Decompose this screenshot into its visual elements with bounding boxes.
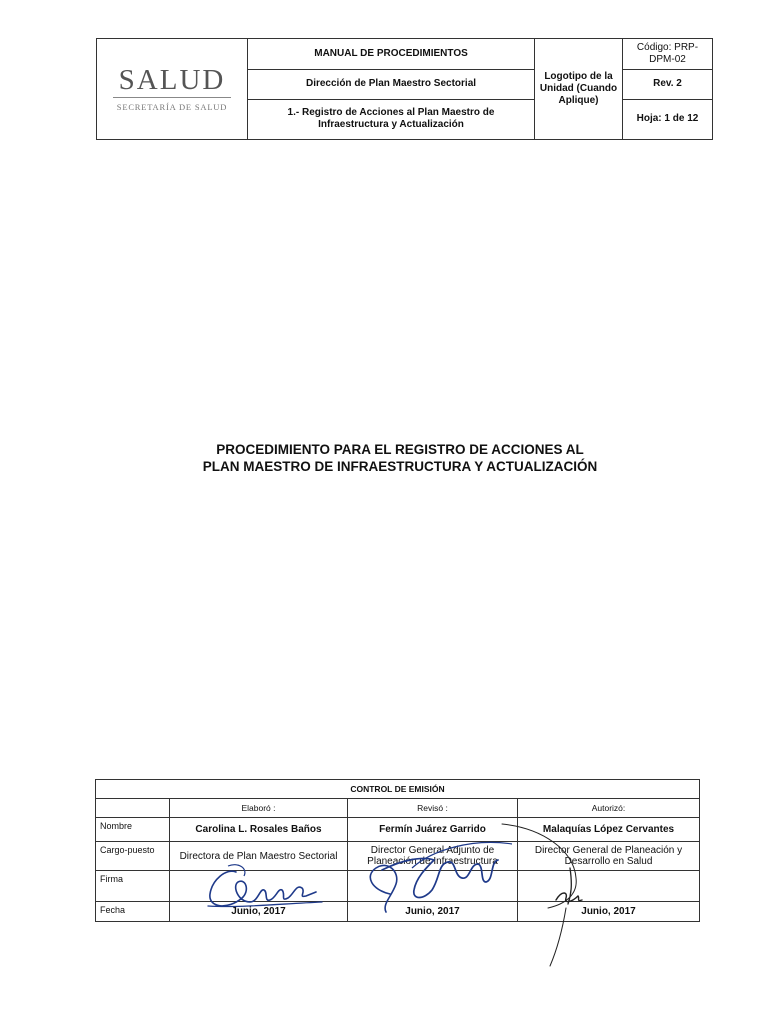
logo-divider xyxy=(113,97,231,98)
name-authorized: Malaquías López Cervantes xyxy=(518,818,700,842)
row-label-signature: Firma xyxy=(96,871,170,902)
control-title: CONTROL DE EMISIÓN xyxy=(96,780,700,799)
date-prepared: Junio, 2017 xyxy=(170,902,348,922)
logo-subtitle: SECRETARÍA DE SALUD xyxy=(116,102,228,112)
signature-cell-authorized xyxy=(518,871,700,902)
signature-cell-reviewed xyxy=(348,871,518,902)
name-reviewed: Fermín Juárez Garrido xyxy=(348,818,518,842)
row-label-name: Nombre xyxy=(96,818,170,842)
document-code: Código: PRP-DPM-02 xyxy=(623,39,713,70)
page-number: Hoja: 1 de 12 xyxy=(623,99,713,139)
position-authorized: Director General de Planeación y Desarrollo en Salud xyxy=(518,842,700,871)
col-reviewed: Revisó : xyxy=(348,799,518,818)
document-title xyxy=(150,441,650,475)
col-authorized: Autorizó: xyxy=(518,799,700,818)
position-reviewed: Director General Adjunto de Planeación de Infraestructura xyxy=(348,842,518,871)
control-table xyxy=(95,779,700,922)
row-label-position: Cargo-puesto xyxy=(96,842,170,871)
col-prepared: Elaboró : xyxy=(170,799,348,818)
position-prepared: Directora de Plan Maestro Sectorial xyxy=(170,842,348,871)
title-line-1: PROCEDIMIENTO PARA EL REGISTRO DE ACCIONES AL xyxy=(216,442,584,457)
signature-cell-prepared xyxy=(170,871,348,902)
unit-logo-placeholder: Logotipo de la Unidad (Cuando Aplique) xyxy=(535,39,623,140)
row-label-date: Fecha xyxy=(96,902,170,922)
date-reviewed: Junio, 2017 xyxy=(348,902,518,922)
empty-corner xyxy=(96,799,170,818)
title-line-2: PLAN MAESTRO DE INFRAESTRUCTURA Y ACTUALIZACIÓN xyxy=(202,459,598,474)
salud-logo xyxy=(97,39,248,140)
logo-word: SALUD xyxy=(118,64,226,96)
direction-name: Dirección de Plan Maestro Sectorial xyxy=(248,70,535,99)
procedure-name: 1.- Registro de Acciones al Plan Maestro de Infraestructura y Actualización xyxy=(248,99,535,139)
manual-title: MANUAL DE PROCEDIMIENTOS xyxy=(248,39,535,70)
revision: Rev. 2 xyxy=(623,70,713,99)
header-table xyxy=(96,38,713,140)
name-prepared: Carolina L. Rosales Baños xyxy=(170,818,348,842)
date-authorized: Junio, 2017 xyxy=(518,902,700,922)
